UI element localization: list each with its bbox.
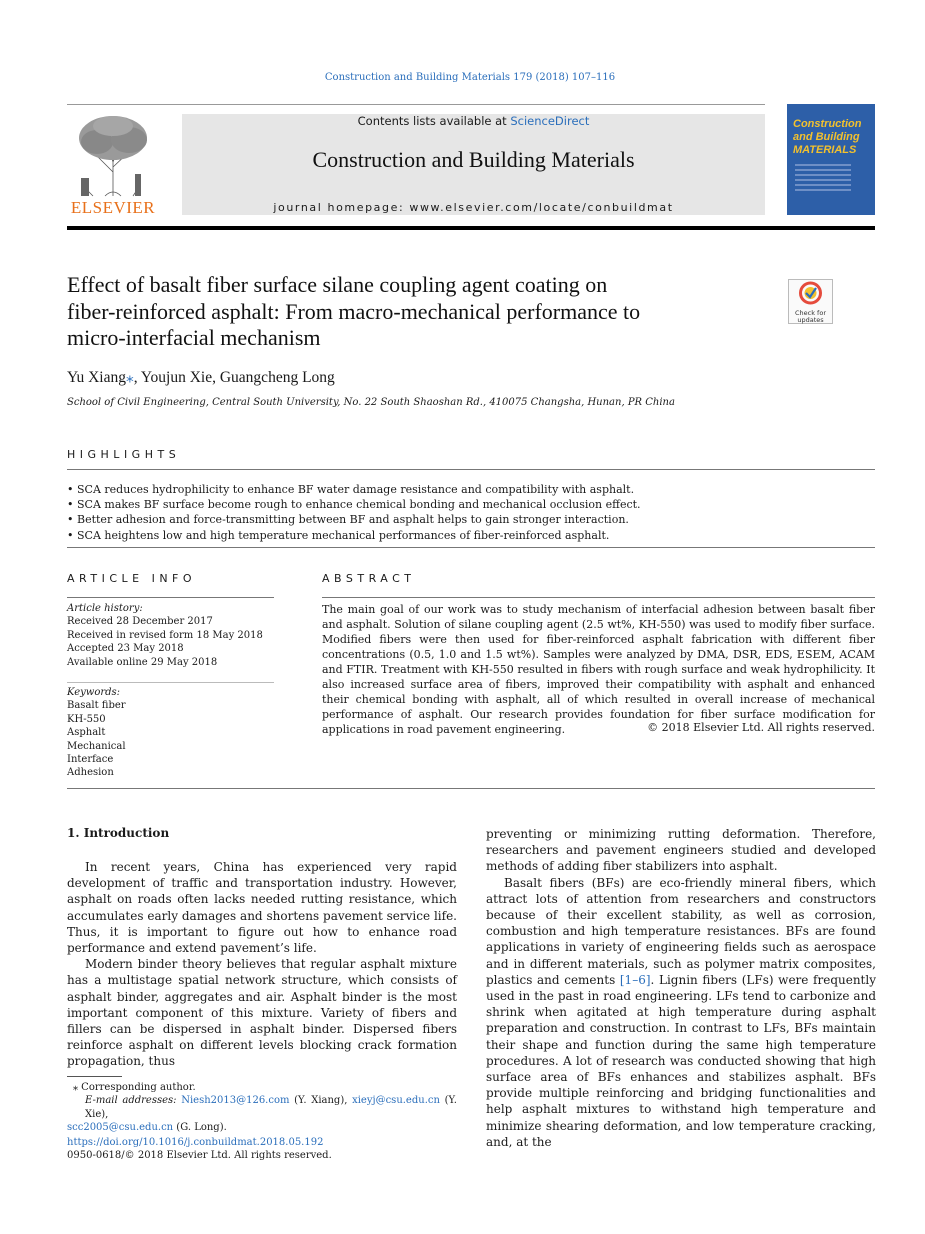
homepage-link[interactable]: www.elsevier.com/locate/conbuildmat bbox=[409, 201, 674, 214]
journal-reference-link[interactable]: Construction and Building Materials 179 (2018) 107–116 bbox=[324, 72, 616, 83]
highlight-item: • Better adhesion and force-transmitting between BF and asphalt helps to gain stronger interaction. bbox=[67, 513, 629, 527]
cover-title-line: and Building bbox=[793, 131, 860, 143]
highlights-top-rule bbox=[67, 469, 875, 470]
history-label: Article history: bbox=[67, 603, 143, 614]
highlight-item: • SCA heightens low and high temperature mechanical performances of fiber-reinforced asphalt. bbox=[67, 528, 610, 542]
email-label: E-mail addresses: bbox=[85, 1095, 182, 1107]
history-item: Available online 29 May 2018 bbox=[67, 656, 218, 668]
keyword: KH-550 bbox=[67, 713, 106, 725]
body-paragraph: preventing or minimizing rutting deformation. Therefore, researchers and pavement engineers studied and developed methods of adding fiber stabilizers into asphalt. bbox=[486, 827, 876, 874]
contents-line bbox=[182, 114, 765, 128]
email-owner: (Y. Xiang), bbox=[289, 1095, 353, 1107]
title-line: micro-interfacial mechanism bbox=[67, 325, 321, 350]
check-updates-icon bbox=[789, 280, 832, 306]
title-line: fiber-reinforced asphalt: From macro-mechanical performance to bbox=[67, 298, 641, 324]
email-owner: (Y. Xie), bbox=[85, 1095, 457, 1120]
keyword: Basalt fiber bbox=[67, 700, 126, 712]
author-name: Yu Xiang bbox=[67, 369, 126, 386]
keywords bbox=[67, 686, 274, 780]
header-thick-rule bbox=[67, 226, 875, 230]
journal-cover-image[interactable] bbox=[787, 104, 875, 215]
history-item: Received in revised form 18 May 2018 bbox=[67, 629, 263, 641]
front-matter-bottom-rule bbox=[67, 788, 875, 789]
check-updates-line: updates bbox=[797, 316, 824, 324]
history-item: Accepted 23 May 2018 bbox=[67, 643, 184, 655]
article-info-heading: ARTICLE INFO bbox=[67, 572, 197, 585]
abstract-rule bbox=[322, 597, 875, 598]
journal-name: Construction and Building Materials bbox=[312, 147, 635, 172]
history-item: Received 28 December 2017 bbox=[67, 616, 213, 628]
body-paragraph: In recent years, China has experienced very rapid development of traffic and transportation industry. However, asphalt on roads often lacks needed rutting resistance, which accumulates early damages and shortens pavement service life. Thus, it is important to figure out how to enhance road performance and extend pavement’s life. bbox=[67, 860, 457, 956]
elsevier-logo[interactable] bbox=[67, 112, 159, 216]
footnote-rule bbox=[67, 1076, 122, 1077]
email-owner: (G. Long). bbox=[173, 1122, 227, 1134]
cover-title-line: MATERIALS bbox=[793, 144, 857, 156]
abstract-heading: ABSTRACT bbox=[322, 572, 416, 585]
journal-homepage bbox=[182, 201, 765, 214]
elsevier-tree-icon bbox=[67, 112, 159, 198]
body-paragraph bbox=[486, 875, 876, 1150]
footnotes bbox=[67, 1081, 457, 1135]
keyword: Mechanical bbox=[67, 740, 126, 752]
publisher-wordmark: ELSEVIER bbox=[70, 198, 156, 217]
highlights-heading: HIGHLIGHTS bbox=[67, 448, 181, 461]
email-addresses bbox=[67, 1094, 457, 1121]
keyword: Adhesion bbox=[67, 767, 114, 779]
highlights-bottom-rule bbox=[67, 547, 875, 548]
sciencedirect-link[interactable]: ScienceDirect bbox=[510, 114, 590, 128]
section-heading-introduction: 1. Introduction bbox=[67, 826, 170, 840]
contents-prefix: Contents lists available at bbox=[357, 114, 511, 128]
keyword: Interface bbox=[67, 754, 114, 766]
keywords-rule bbox=[67, 682, 274, 683]
highlights-list bbox=[67, 482, 641, 543]
email-link[interactable]: Niesh2013@126.com bbox=[181, 1095, 290, 1107]
header-top-rule bbox=[67, 104, 765, 105]
body-right-column bbox=[486, 826, 876, 1150]
keyword: Asphalt bbox=[67, 727, 106, 739]
cover-title-line: Construction bbox=[793, 118, 862, 130]
doi-link[interactable]: https://doi.org/10.1016/j.conbuildmat.2018.05.192 bbox=[67, 1137, 324, 1148]
author-list bbox=[67, 368, 335, 387]
highlight-item: • SCA reduces hydrophilicity to enhance BF water damage resistance and compatibility with asphalt. bbox=[67, 483, 635, 496]
affiliation: School of Civil Engineering, Central South University, No. 22 South Shaoshan Rd., 410075 Changsha, Hunan, PR China bbox=[67, 397, 675, 408]
email-addresses-continued bbox=[67, 1121, 457, 1134]
title-line: Effect of basalt fiber surface silane coupling agent coating on bbox=[67, 272, 608, 297]
doi-block bbox=[67, 1136, 332, 1163]
check-for-updates-badge[interactable] bbox=[788, 279, 833, 324]
check-updates-label bbox=[789, 310, 832, 324]
email-link[interactable]: scc2005@csu.edu.cn bbox=[67, 1122, 174, 1134]
abstract-text: The main goal of our work was to study mechanism of interfacial adhesion between basalt fiber and asphalt. Solution of silane coupling agent (2.5 wt%, KH-550) was used to modify fiber surface. Modified fibers were then used for fiber-reinforced asphalt fabrication with different fiber concentrations (0.5, 1.0 and 1.5 wt%). Samples were analyzed by DMA, DSR, EDS, ESEM, ACAM and FTIR. Treatment with KH-550 resulted in fibers with rough surface and weak hydrophilicity. It also increased surface area of fibers, improved their compatibility with asphalt and enhanced their chemical bonding with asphalt, all of which resulted in overall increase of mechanical performance of asphalt. Our research provides foundation for fiber surface modification for applications in road pavement engineering. bbox=[322, 603, 875, 736]
body-left-column bbox=[67, 859, 457, 1070]
article-history bbox=[67, 602, 274, 669]
check-updates-line: Check for bbox=[795, 309, 826, 317]
article-title bbox=[67, 272, 767, 352]
body-paragraph: Modern binder theory believes that regular asphalt mixture has a multistage spatial network structure, which consists of asphalt binder, aggregates and air. Asphalt binder is the most important component of this mixture. Variety of fibers and fillers can be dispersed in asphalt binder. Dispersed fibers reinforce asphalt on different levels blocking crack formation propagation, thus bbox=[67, 957, 457, 1069]
homepage-prefix: journal homepage: bbox=[273, 201, 410, 214]
highlight-item: • SCA makes BF surface become rough to enhance chemical bonding and mechanical occlusion effect. bbox=[67, 498, 641, 512]
keywords-label: Keywords: bbox=[67, 687, 121, 698]
citation-link[interactable]: [1–6] bbox=[619, 972, 651, 987]
corresponding-author-mark[interactable]: ⁎ bbox=[125, 369, 134, 386]
cover-title bbox=[793, 118, 861, 157]
cover-decoration bbox=[795, 164, 851, 194]
body-text: . Lignin fibers (LFs) were frequently used in the past in road engineering. LFs tend to carbonize and shrink when agitated at high temperature during asphalt preparation and construction. In contrast to LFs, BFs maintain their shape and function during the same high temperature procedures. A lot of research was conducted showing that high surface area of BFs enhances and stabilizes asphalt. BFs provide multiple reinforcing and bridging functionalities and help asphalt mixtures to withstand high temperature and minimize shearing deformation, and low temperature cracking, and, at the bbox=[486, 972, 876, 1149]
issn-line: 0950-0618/© 2018 Elsevier Ltd. All rights reserved. bbox=[67, 1150, 332, 1162]
abstract-copyright: © 2018 Elsevier Ltd. All rights reserved. bbox=[647, 721, 875, 734]
corresponding-author-note: ⁎ Corresponding author. bbox=[73, 1082, 196, 1093]
email-link[interactable]: xieyj@csu.edu.cn bbox=[352, 1095, 440, 1107]
body-text: Basalt fibers (BFs) are eco-friendly mineral fibers, which attract lots of attention from researchers and constructors because of their excellent stability, as well as corrosion, combustion and high temperature resistances. BFs are found applications in variety of engineering fields such as aerospace and in different materials, such as polymer matrix composites, plastics and cements bbox=[486, 875, 876, 987]
author-names: , Youjun Xie, Guangcheng Long bbox=[133, 369, 335, 386]
article-info-rule bbox=[67, 597, 274, 598]
